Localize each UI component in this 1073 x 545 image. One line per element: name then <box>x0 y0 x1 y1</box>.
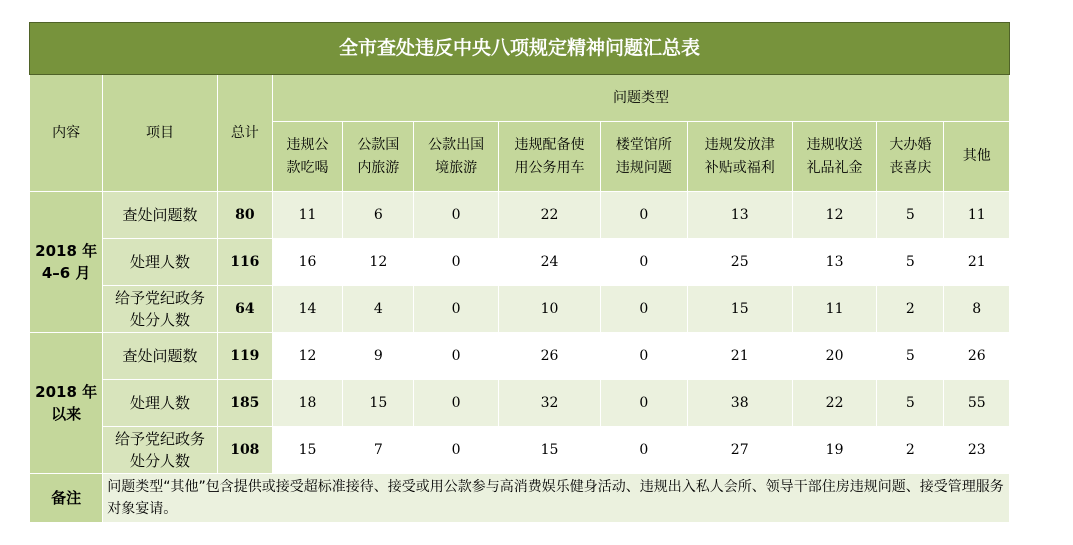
row-item-label <box>103 286 217 333</box>
header-category <box>414 122 498 192</box>
table-cell: 5 <box>877 333 944 380</box>
period-label-line: 4–6 月 <box>41 264 91 282</box>
table-cell: 12 <box>272 333 342 380</box>
table-cell: 0 <box>601 380 687 427</box>
header-category-line: 丧喜庆 <box>889 159 932 176</box>
table-cell: 9 <box>343 333 414 380</box>
table-cell: 12 <box>343 239 414 286</box>
header-category-line: 公款出国 <box>428 136 485 153</box>
header-category-line: 违规发放津 <box>704 136 775 153</box>
table-cell: 24 <box>498 239 600 286</box>
period-label-line: 2018 年 <box>35 383 98 401</box>
header-category-line: 其他 <box>962 148 991 164</box>
row-item-label <box>103 239 217 286</box>
header-category-line: 违规配备使 <box>514 136 585 153</box>
table-cell: 18 <box>272 380 342 427</box>
table-cell: 0 <box>601 192 687 239</box>
header-problem-type: 问题类型 <box>272 75 1009 122</box>
note-row <box>30 474 1010 523</box>
header-category-line: 楼堂馆所 <box>615 136 672 153</box>
row-total: 185 <box>217 380 272 427</box>
header-category-line: 公款国 <box>357 136 400 153</box>
table-title: 全市查处违反中央八项规定精神问题汇总表 <box>30 23 1010 75</box>
header-category-line: 补贴或福利 <box>704 159 775 176</box>
row-total: 119 <box>217 333 272 380</box>
table-cell: 14 <box>272 286 342 333</box>
table-cell: 19 <box>792 427 876 474</box>
table-cell: 0 <box>601 286 687 333</box>
table-cell: 0 <box>601 333 687 380</box>
header-category <box>944 122 1010 192</box>
table-cell: 15 <box>498 427 600 474</box>
row-item-label-line: 查处问题数 <box>122 206 198 224</box>
table-cell: 16 <box>272 239 342 286</box>
header-item: 项目 <box>103 75 217 192</box>
row-item-label-line: 处理人数 <box>129 253 190 271</box>
table-cell: 22 <box>792 380 876 427</box>
table-row <box>30 286 1010 333</box>
header-category-line: 违规问题 <box>615 159 672 176</box>
table-cell: 15 <box>343 380 414 427</box>
header-category <box>343 122 414 192</box>
period-label <box>30 192 103 333</box>
summary-table <box>29 22 1010 523</box>
note-text: 问题类型“其他”包含提供或接受超标准接待、接受或用公款参与高消费娱乐健身活动、违规出入私人会所、领导干部住房违规问题、接受管理服务对象宴请。 <box>103 474 1010 523</box>
header-category <box>877 122 944 192</box>
header-category <box>687 122 792 192</box>
header-category-line: 大办婚 <box>889 136 932 153</box>
row-item-label <box>103 427 217 474</box>
table-row <box>30 380 1010 427</box>
row-total: 64 <box>217 286 272 333</box>
table-row <box>30 192 1010 239</box>
row-item-label-line: 处分人数 <box>129 311 190 329</box>
table-cell: 22 <box>498 192 600 239</box>
period-label-line: 以来 <box>51 405 82 423</box>
table-cell: 10 <box>498 286 600 333</box>
table-cell: 27 <box>687 427 792 474</box>
table-cell: 7 <box>343 427 414 474</box>
table-cell: 38 <box>687 380 792 427</box>
table-cell: 2 <box>877 286 944 333</box>
table-cell: 6 <box>343 192 414 239</box>
table-cell: 13 <box>687 192 792 239</box>
table-cell: 0 <box>414 427 498 474</box>
header-category-line: 违规收送 <box>806 136 863 153</box>
table-cell: 0 <box>414 333 498 380</box>
header-category <box>601 122 687 192</box>
table-cell: 23 <box>944 427 1010 474</box>
table-cell: 0 <box>414 192 498 239</box>
row-item-label-line: 查处问题数 <box>122 347 198 365</box>
table-cell: 5 <box>877 192 944 239</box>
row-item-label-line: 处理人数 <box>129 394 190 412</box>
table-row <box>30 427 1010 474</box>
table-cell: 5 <box>877 380 944 427</box>
table-cell: 11 <box>792 286 876 333</box>
header-category <box>792 122 876 192</box>
row-item-label <box>103 333 217 380</box>
table-cell: 15 <box>272 427 342 474</box>
table-cell: 26 <box>944 333 1010 380</box>
row-total: 108 <box>217 427 272 474</box>
row-item-label <box>103 380 217 427</box>
header-category-line: 用公务用车 <box>514 159 585 176</box>
header-category <box>498 122 600 192</box>
period-label-line: 2018 年 <box>35 242 98 260</box>
table-cell: 4 <box>343 286 414 333</box>
table-cell: 8 <box>944 286 1010 333</box>
header-content: 内容 <box>30 75 103 192</box>
table-cell: 0 <box>601 427 687 474</box>
header-category-line: 礼品礼金 <box>806 159 863 176</box>
summary-table-container <box>29 22 1010 523</box>
table-cell: 11 <box>272 192 342 239</box>
table-cell: 13 <box>792 239 876 286</box>
row-item-label-line: 给予党纪政务 <box>114 430 205 448</box>
table-cell: 5 <box>877 239 944 286</box>
row-item-label <box>103 192 217 239</box>
table-cell: 21 <box>944 239 1010 286</box>
header-category-line: 违规公 <box>286 136 329 153</box>
header-total: 总计 <box>217 75 272 192</box>
table-cell: 2 <box>877 427 944 474</box>
header-category <box>272 122 342 192</box>
table-cell: 32 <box>498 380 600 427</box>
table-row <box>30 239 1010 286</box>
row-item-label-line: 给予党纪政务 <box>114 289 205 307</box>
row-total: 80 <box>217 192 272 239</box>
table-cell: 25 <box>687 239 792 286</box>
note-label: 备注 <box>30 474 103 523</box>
table-cell: 11 <box>944 192 1010 239</box>
table-cell: 55 <box>944 380 1010 427</box>
table-cell: 0 <box>601 239 687 286</box>
header-category-line: 款吃喝 <box>286 159 329 176</box>
table-cell: 0 <box>414 380 498 427</box>
header-category-line: 内旅游 <box>357 159 400 176</box>
row-item-label-line: 处分人数 <box>129 452 190 470</box>
table-cell: 20 <box>792 333 876 380</box>
table-cell: 15 <box>687 286 792 333</box>
table-cell: 0 <box>414 286 498 333</box>
table-cell: 0 <box>414 239 498 286</box>
period-label <box>30 333 103 474</box>
table-row <box>30 333 1010 380</box>
table-cell: 12 <box>792 192 876 239</box>
row-total: 116 <box>217 239 272 286</box>
header-category-line: 境旅游 <box>435 159 478 176</box>
table-cell: 21 <box>687 333 792 380</box>
table-cell: 26 <box>498 333 600 380</box>
